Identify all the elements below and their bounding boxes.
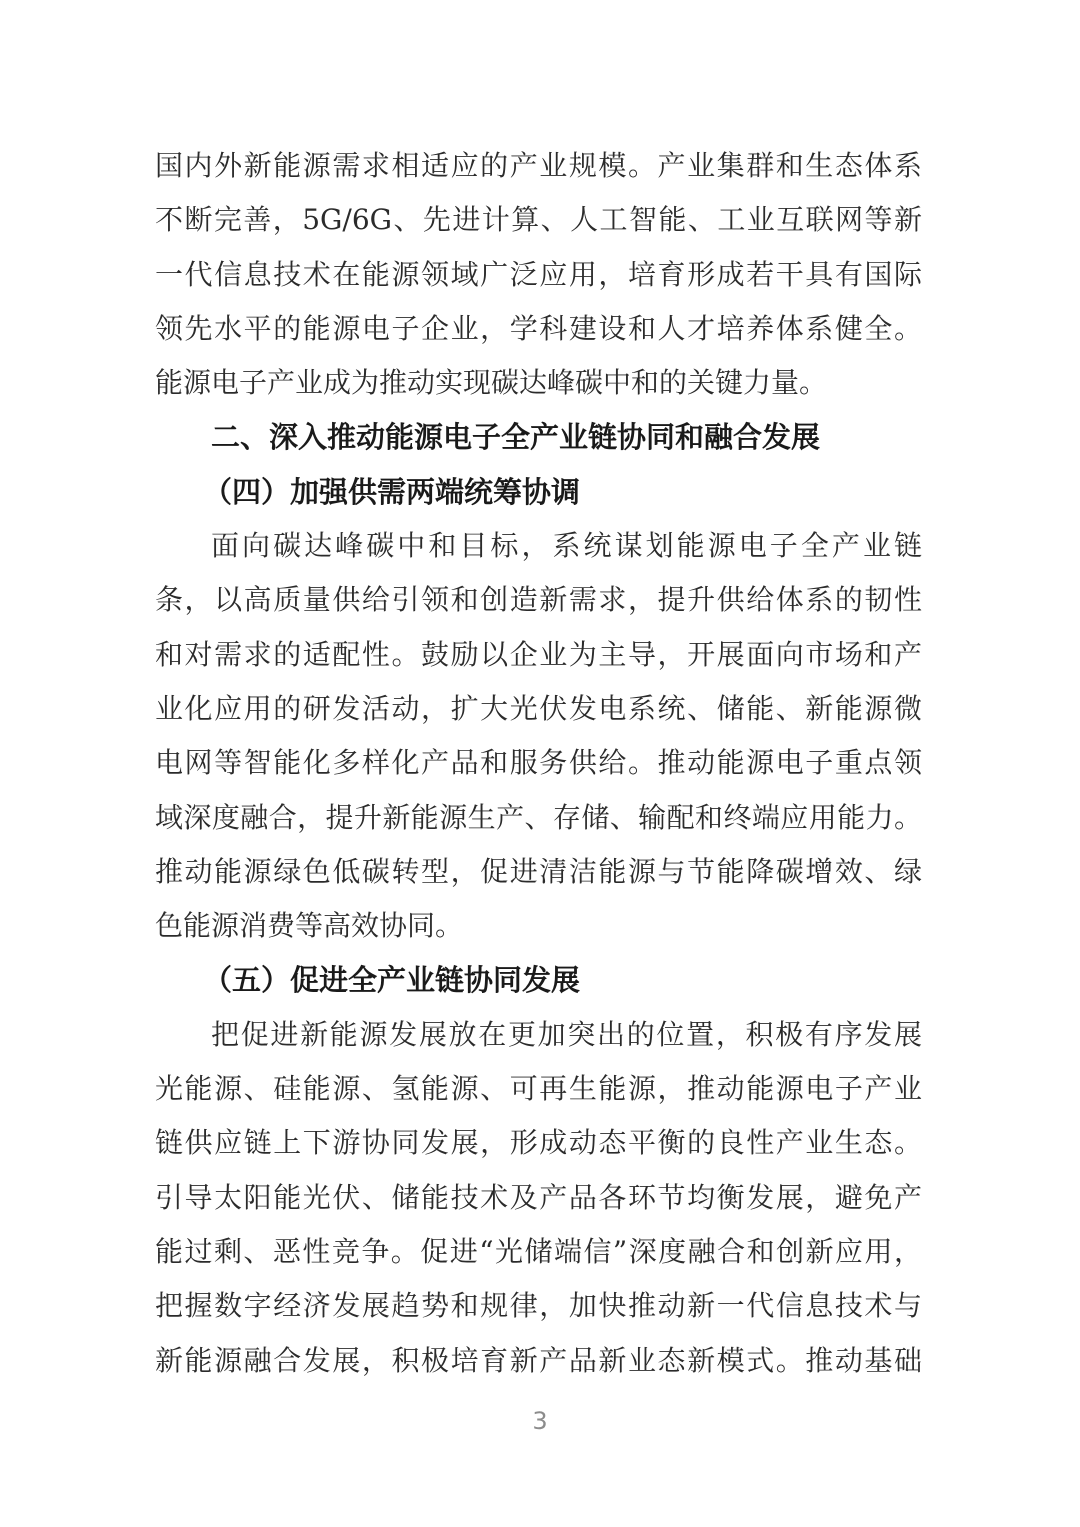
text-line: 国内外新能源需求相适应的产业规模。产业集群和生态体系 bbox=[155, 149, 922, 182]
text-line: 把握数字经济发展趋势和规律，加快推动新一代信息技术与 bbox=[155, 1289, 922, 1323]
text-line: 能过剩、恶性竞争。促进“光储端信”深度融合和创新应用， bbox=[155, 1234, 922, 1268]
subsection-heading: （五）促进全产业链协同发展 bbox=[203, 963, 581, 998]
text-line: 推动能源绿色低碳转型，促进清洁能源与节能降碳增效、绿 bbox=[155, 854, 922, 888]
text-line: 色能源消费等高效协同。 bbox=[155, 909, 464, 943]
text-line: 不断完善，5G/6G、先进计算、人工智能、工业互联网等新 bbox=[155, 203, 922, 237]
text-line: 条，以高质量供给引领和创造新需求，提升供给体系的韧性 bbox=[155, 583, 922, 617]
text-line: 链供应链上下游协同发展，形成动态平衡的良性产业生态。 bbox=[155, 1126, 922, 1160]
text-line: 业化应用的研发活动，扩大光伏发电系统、储能、新能源微 bbox=[155, 691, 922, 725]
subsection-heading: （四）加强供需两端统筹协调 bbox=[203, 474, 581, 509]
text-line: 把促进新能源发展放在更加突出的位置，积极有序发展 bbox=[211, 1017, 922, 1051]
text-line: 域深度融合，提升新能源生产、存储、输配和终端应用能力。 bbox=[155, 800, 922, 834]
section-heading: 二、深入推动能源电子全产业链协同和融合发展 bbox=[211, 420, 821, 455]
document-body bbox=[155, 139, 922, 1388]
text-line: 电网等智能化多样化产品和服务供给。推动能源电子重点领 bbox=[155, 746, 922, 780]
text-line: 光能源、硅能源、氢能源、可再生能源，推动能源电子产业 bbox=[155, 1072, 922, 1106]
text-line: 一代信息技术在能源领域广泛应用，培育形成若干具有国际 bbox=[155, 257, 922, 291]
text-line: 和对需求的适配性。鼓励以企业为主导，开展面向市场和产 bbox=[155, 637, 922, 671]
text-line: 引导太阳能光伏、储能技术及产品各环节均衡发展，避免产 bbox=[155, 1180, 922, 1214]
text-line: 面向碳达峰碳中和目标，系统谋划能源电子全产业链 bbox=[211, 529, 922, 563]
text-line: 能源电子产业成为推动实现碳达峰碳中和的关键力量。 bbox=[155, 366, 828, 400]
text-line: 新能源融合发展，积极培育新产品新业态新模式。推动基础 bbox=[155, 1343, 922, 1377]
text-line: 领先水平的能源电子企业，学科建设和人才培养体系健全。 bbox=[155, 311, 922, 345]
page-number: 3 bbox=[532, 1407, 548, 1435]
